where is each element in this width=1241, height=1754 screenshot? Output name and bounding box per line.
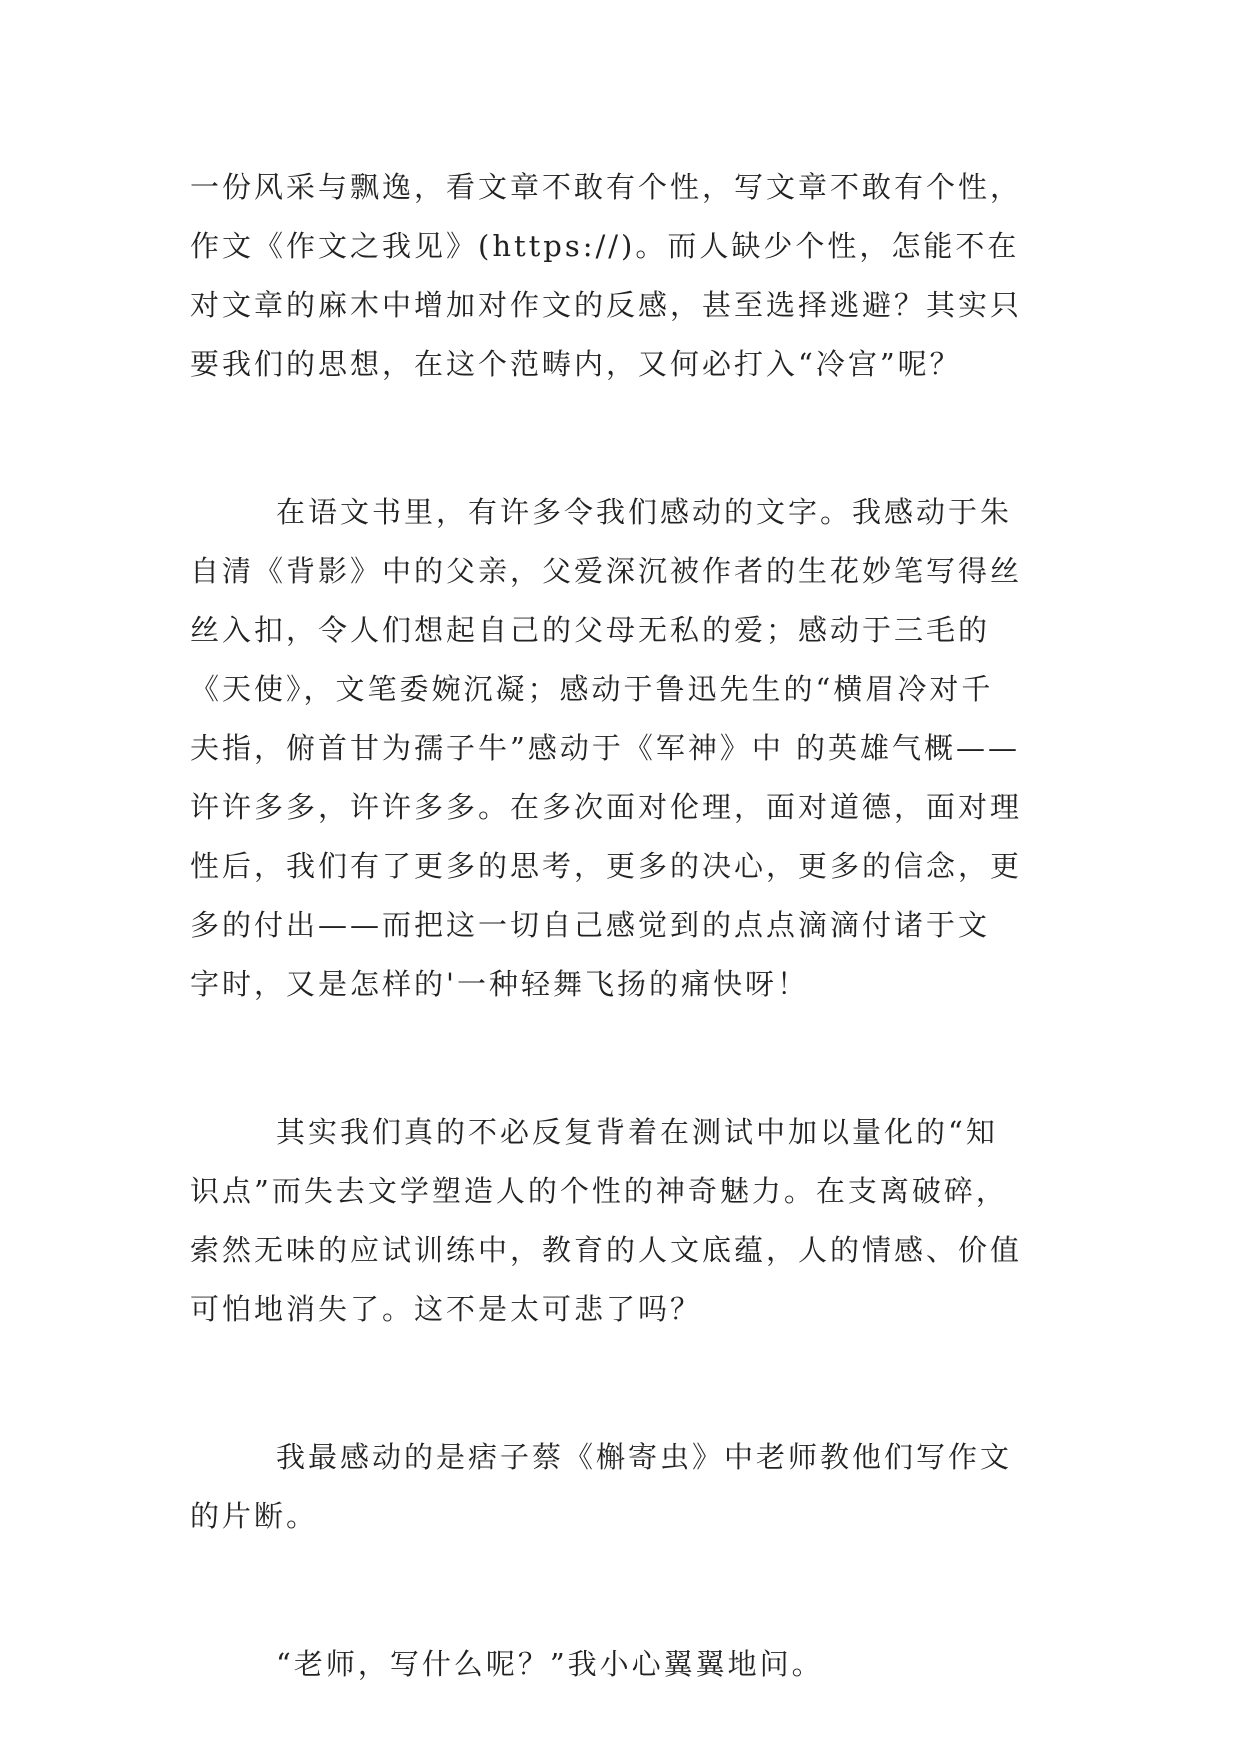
text-line: 识点”而失去文学塑造人的个性的神奇魅力。在支离破碎， bbox=[190, 1174, 1008, 1208]
paragraph-5 bbox=[190, 1635, 1050, 1694]
text-line: “老师，写什么呢？”我小心翼翼地问。 bbox=[276, 1647, 824, 1681]
text-line: 对文章的麻木中增加对作文的反感，甚至选择逃避？其实只 bbox=[190, 288, 1023, 322]
paragraph-4 bbox=[190, 1428, 1050, 1546]
text-line: 索然无味的应试训练中，教育的人文底蕴，人的情感、价值 bbox=[190, 1233, 1023, 1267]
text-line: 自清《背影》中的父亲，父爱深沉被作者的生花妙笔写得丝 bbox=[190, 554, 1023, 588]
paragraph-gap bbox=[190, 1014, 1050, 1103]
text-line: 夫指，俯首甘为孺子牛”感动于《军神》中 的英雄气概—— bbox=[190, 731, 1021, 765]
text-line: 性后，我们有了更多的思考，更多的决心，更多的信念，更 bbox=[190, 849, 1023, 883]
text-line: 要我们的思想，在这个范畴内，又何必打入“冷宫”呢？ bbox=[190, 347, 962, 381]
text-line: 许许多多，许许多多。在多次面对伦理，面对道德，面对理 bbox=[190, 790, 1023, 824]
paragraph-1 bbox=[190, 158, 1050, 394]
paragraph-gap bbox=[190, 1339, 1050, 1428]
text-line: 《天使》，文笔委婉沉凝；感动于鲁迅先生的“横眉冷对千 bbox=[190, 672, 994, 706]
text-line: 一份风采与飘逸，看文章不敢有个性，写文章不敢有个性， bbox=[190, 170, 1023, 204]
text-line: 可怕地消失了。这不是太可悲了吗？ bbox=[190, 1292, 703, 1326]
text-line: 我最感动的是痞子蔡《槲寄虫》中老师教他们写作文 bbox=[276, 1440, 1013, 1474]
text-line: 丝入扣，令人们想起自己的父母无私的爱；感动于三毛的 bbox=[190, 613, 991, 647]
text-line: 的片断。 bbox=[190, 1499, 319, 1533]
paragraph-gap bbox=[190, 394, 1050, 483]
text-line: 多的付出——而把这一切自己感觉到的点点滴滴付诸于文 bbox=[190, 908, 991, 942]
paragraph-3 bbox=[190, 1103, 1050, 1339]
text-line: 在语文书里，有许多令我们感动的文字。我感动于朱 bbox=[276, 495, 1013, 529]
paragraph-2 bbox=[190, 483, 1050, 1014]
document-body bbox=[190, 158, 1050, 1694]
text-line: 作文《作文之我见》(https://)。而人缺少个性，怎能不在 bbox=[190, 229, 1020, 263]
paragraph-gap bbox=[190, 1546, 1050, 1635]
text-line: 其实我们真的不必反复背着在测试中加以量化的“知 bbox=[276, 1115, 998, 1149]
text-line: 字时，又是怎样的'一种轻舞飞扬的痛快呀！ bbox=[190, 967, 809, 1001]
